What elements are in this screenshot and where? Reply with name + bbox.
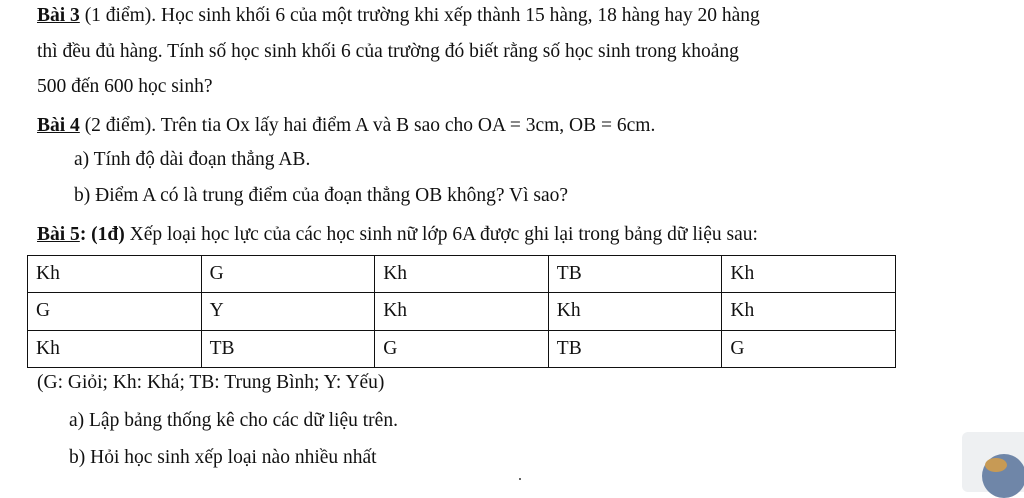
table-cell: TB: [548, 256, 722, 293]
problem5-legend: (G: Giỏi; Kh: Khá; TB: Trung Bình; Y: Yếu): [37, 372, 385, 393]
table-row: [28, 256, 896, 293]
problem4-title: Bài 4: [37, 115, 80, 136]
problem3-title: Bài 3: [37, 5, 80, 26]
problem4-part-b: b) Điểm A có là trung điểm của đoạn thẳng OB không? Vì sao?: [74, 185, 569, 206]
problem5-points: : (1đ): [79, 224, 125, 245]
table-cell: G: [201, 256, 375, 293]
problem4-statement: (2 điểm). Trên tia Ox lấy hai điểm A và B sao cho OA = 3cm, OB = 6cm.: [79, 115, 656, 136]
table-cell: TB: [201, 330, 375, 367]
table-cell: Y: [201, 293, 375, 330]
table-cell: Kh: [722, 293, 896, 330]
table-cell: G: [28, 293, 202, 330]
table-cell: Kh: [28, 256, 202, 293]
problem5-part-a: a) Lập bảng thống kê cho các dữ liệu trên.: [69, 410, 398, 431]
avatar[interactable]: [962, 432, 1024, 492]
problem5-statement: Xếp loại học lực của các học sinh nữ lớp 6A được ghi lại trong bảng dữ liệu sau:: [124, 224, 758, 245]
table-row: [28, 293, 896, 330]
problem3-line1: [37, 4, 760, 28]
problem5-title: Bài 5: [37, 224, 80, 245]
problem5-part-b: b) Hỏi học sinh xếp loại nào nhiều nhất: [69, 447, 377, 468]
table-cell: Kh: [548, 293, 722, 330]
table-cell: TB: [548, 330, 722, 367]
problem5-line1: [37, 223, 758, 247]
problem3-text: (1 điểm). Học sinh khối 6 của một trường khi xếp thành 15 hàng, 18 hàng hay 20 hàng: [79, 5, 760, 26]
table-cell: Kh: [722, 256, 896, 293]
problem3-line3: 500 đến 600 học sinh?: [37, 76, 213, 97]
speck-mark: [519, 478, 521, 480]
table-cell: Kh: [375, 256, 549, 293]
problem4-part-a: a) Tính độ dài đoạn thẳng AB.: [74, 149, 311, 170]
table-row: [28, 330, 896, 367]
table-cell: G: [375, 330, 549, 367]
table-cell: Kh: [28, 330, 202, 367]
table-cell: G: [722, 330, 896, 367]
problem4-line1: [37, 114, 655, 138]
problem3-line2: thì đều đủ hàng. Tính số học sinh khối 6 của trường đó biết rằng số học sinh trong khoảng: [37, 41, 739, 62]
avatar-icon: [982, 454, 1024, 498]
grade-table: [27, 255, 896, 368]
table-cell: Kh: [375, 293, 549, 330]
